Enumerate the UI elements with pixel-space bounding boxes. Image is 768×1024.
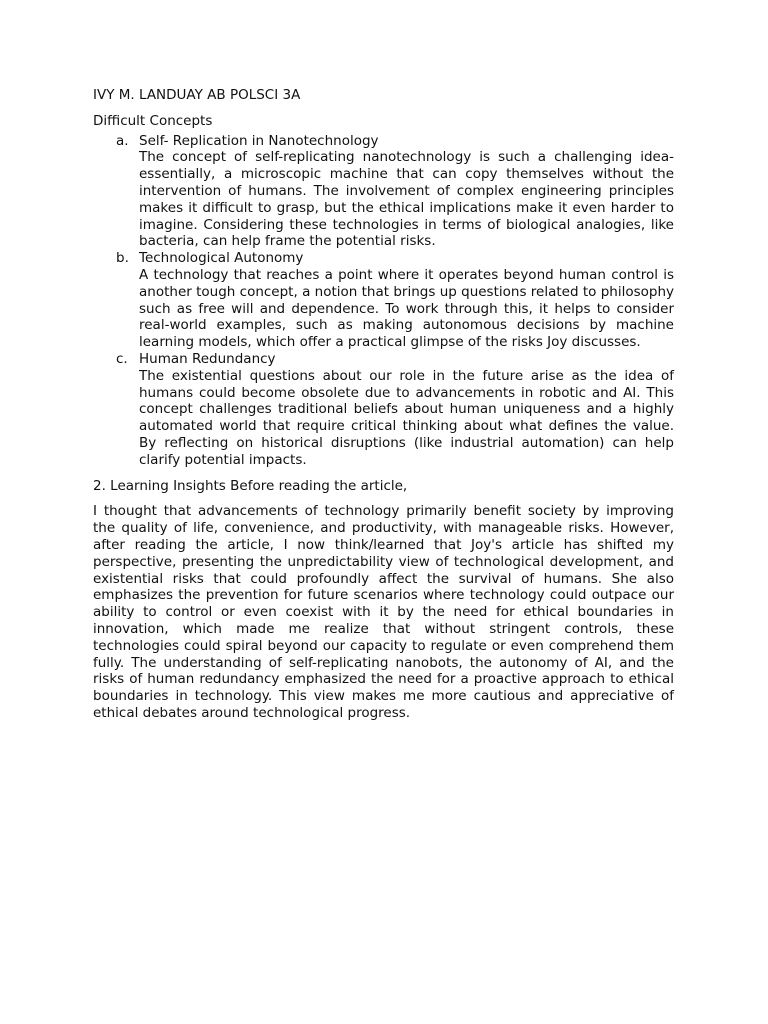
concept-title: Self- Replication in Nanotechnology <box>139 132 379 149</box>
concepts-list <box>93 133 674 469</box>
concept-item <box>93 133 674 251</box>
concept-letter: b. <box>116 250 129 267</box>
author-line: IVY M. LANDUAY AB POLSCI 3A <box>93 87 301 103</box>
concept-body: The existential questions about our role in the future arise as the idea of humans could become obsolete due to advancements in robotic and AI. This concept challenges traditional beliefs about human uniqueness and a highly automated world that require critical thinking about what defines the value. By reflecting on historical disruptions (like industrial automation) can help clarify potential impacts. <box>139 367 674 468</box>
concept-letter: a. <box>116 132 129 149</box>
concept-body: The concept of self-replicating nanotechnology is such a challenging idea-essentially, a microscopic machine that can copy themselves without the intervention of humans. The involvement of complex engineering principles makes it difficult to grasp, but the ethical implications make it even harder to imagine. Considering these technologies in terms of biological analogies, like bacteria, can help frame the potential risks. <box>139 149 674 250</box>
concept-body: A technology that reaches a point where it operates beyond human control is another tough concept, a notion that brings up questions related to philosophy such as free will and dependence. To work through this, it helps to consider real-world examples, such as making autonomous decisions by machine learning models, which offer a practical glimpse of the risks Joy discusses. <box>139 266 674 351</box>
concept-title: Human Redundancy <box>139 350 276 367</box>
concept-title: Technological Autonomy <box>139 250 304 267</box>
concept-letter: c. <box>116 350 128 367</box>
insights-heading: 2. Learning Insights Before reading the article, <box>93 477 408 494</box>
insights-body: I thought that advancements of technology primarily benefit society by improving the quality of life, convenience, and productivity, with manageable risks. However, after reading the article, I now think/learned that Joy's article has shifted my perspective, presenting the unpredictability view of technological development, and existential risks that could profoundly affect the survival of humans. She also emphasizes the prevention for future scenarios where technology could outpace our ability to control or even coexist with it by the need for ethical boundaries in innovation, which made me realize that without stringent controls, these technologies could spiral beyond our capacity to regulate or even comprehend them fully. The understanding of self-replicating nanobots, the autonomy of AI, and the risks of human redundancy emphasized the need for a proactive approach to ethical boundaries in technology. This view makes me more cautious and appreciative of ethical debates around technological progress. <box>93 503 674 721</box>
concept-item <box>93 250 674 351</box>
concept-item <box>93 351 674 469</box>
document-page <box>93 87 674 722</box>
section-title: Difficult Concepts <box>93 112 213 129</box>
